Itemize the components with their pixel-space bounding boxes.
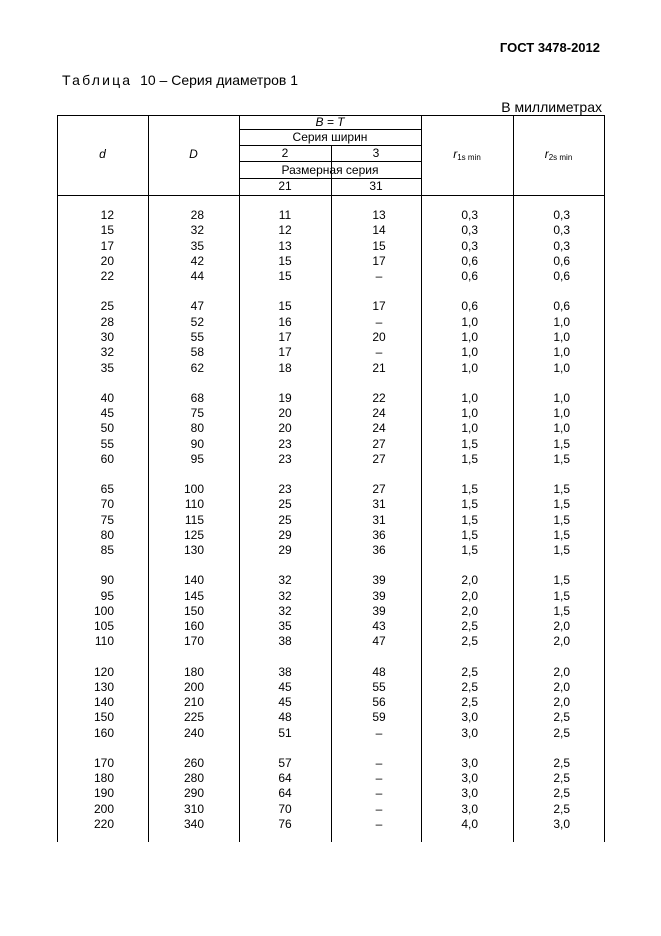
header-r2s-min — [513, 148, 604, 164]
cell-r1: 0,3 — [461, 208, 478, 222]
cell-ws3: – — [375, 786, 383, 801]
cell-ws2: 76 — [278, 817, 292, 831]
cell-r2: 1,0 — [553, 329, 570, 344]
cell-ws2: 70 — [278, 801, 292, 816]
cell-ws2: 17 — [278, 345, 292, 360]
cell-r2: 2,0 — [553, 695, 570, 710]
cell-D: 280 — [183, 771, 204, 786]
cell-d: 55 — [100, 436, 114, 451]
cell-D: 110 — [184, 497, 204, 512]
cell-D: 80 — [190, 421, 204, 436]
cell-ws3: – — [375, 345, 383, 360]
caption-dash: – — [159, 72, 168, 88]
cell-D: 125 — [183, 527, 204, 542]
cell-ws2: 25 — [278, 497, 292, 512]
cell-d: 45 — [100, 405, 114, 420]
cell-ws3: 20 — [372, 329, 386, 344]
cell-d: 130 — [93, 679, 114, 694]
cell-ws3: – — [375, 725, 383, 740]
cell-r1: 0,3 — [461, 238, 478, 253]
cell-D: 28 — [190, 208, 204, 222]
cell-d: 170 — [93, 755, 114, 770]
cell-d: 85 — [100, 543, 114, 558]
r1-symbol: r — [453, 147, 458, 161]
cell-ws2: 64 — [278, 786, 292, 801]
cell-ws3: 36 — [372, 527, 386, 542]
cell-d: 75 — [100, 512, 114, 527]
cell-D: 160 — [183, 619, 204, 634]
cell-r2: 0,3 — [553, 223, 570, 238]
cell-r2: 1,0 — [553, 360, 570, 375]
cell-r1: 0,3 — [461, 223, 478, 238]
header-dimensional-series-31: 31 — [369, 179, 383, 193]
header-line-ds — [239, 178, 421, 179]
cell-d: 190 — [93, 786, 114, 801]
cell-ws2: 18 — [278, 360, 292, 375]
cell-ws2: 23 — [278, 481, 292, 496]
cell-D: 55 — [190, 329, 204, 344]
cell-d: 28 — [100, 314, 114, 329]
header-D: D — [189, 147, 198, 161]
cell-r2: 1,0 — [553, 405, 570, 420]
cell-D: 115 — [184, 512, 204, 527]
cell-D: 95 — [190, 451, 204, 466]
cell-r1: 2,5 — [461, 679, 478, 694]
cell-D: 75 — [190, 405, 204, 420]
cell-ws3: 55 — [372, 679, 386, 694]
cell-D: 68 — [190, 390, 204, 405]
cell-ws2: 25 — [278, 512, 292, 527]
cell-r1: 1,0 — [461, 405, 478, 420]
cell-ws2: 32 — [278, 573, 292, 588]
cell-r1: 2,0 — [461, 573, 478, 588]
cell-r1: 0,6 — [461, 299, 478, 314]
cell-d: 12 — [100, 208, 114, 222]
cell-D: 210 — [183, 695, 204, 710]
cell-r2: 2,0 — [553, 664, 570, 679]
cell-r2: 1,5 — [553, 497, 570, 512]
cell-D: 310 — [183, 801, 204, 816]
cell-ws3: 31 — [372, 512, 386, 527]
cell-r2: 1,5 — [553, 481, 570, 496]
cell-r1: 3,0 — [461, 755, 478, 770]
cell-D: 200 — [183, 679, 204, 694]
cell-D: 32 — [190, 223, 204, 238]
cell-ws2: 15 — [278, 269, 292, 284]
cell-r1: 2,5 — [461, 619, 478, 634]
cell-ws2: 23 — [278, 436, 292, 451]
cell-ws3: – — [375, 801, 383, 816]
cell-ws3: – — [375, 314, 383, 329]
cell-r1: 1,0 — [461, 314, 478, 329]
cell-ws2: 35 — [278, 619, 292, 634]
cell-ws2: 15 — [278, 299, 292, 314]
cell-r2: 1,5 — [553, 573, 570, 588]
cell-r2: 1,5 — [553, 527, 570, 542]
cell-D: 52 — [190, 314, 204, 329]
header-line-ws — [239, 161, 421, 162]
cell-r2: 1,5 — [553, 436, 570, 451]
cell-ws2: 57 — [278, 755, 292, 770]
cell-ws2: 32 — [278, 588, 292, 603]
cell-d: 105 — [93, 619, 114, 634]
cell-d: 200 — [93, 801, 114, 816]
cell-ws3: 47 — [372, 634, 386, 649]
cell-ws2: 11 — [278, 208, 292, 222]
cell-D: 225 — [183, 710, 204, 725]
cell-d: 140 — [93, 695, 114, 710]
cell-ws3: 39 — [372, 603, 386, 618]
cell-ws3: 24 — [372, 421, 386, 436]
cell-r1: 1,5 — [461, 481, 478, 496]
cell-ws3: 27 — [372, 436, 386, 451]
table-caption — [62, 72, 298, 88]
cell-r2: 2,5 — [553, 710, 570, 725]
cell-r2: 1,5 — [553, 543, 570, 558]
cell-ws2: 51 — [278, 725, 292, 740]
cell-ws3: 59 — [372, 710, 386, 725]
cell-ws3: – — [375, 817, 383, 831]
cell-ws3: – — [375, 755, 383, 770]
cell-ws2: 45 — [278, 679, 292, 694]
cell-r2: 1,5 — [553, 512, 570, 527]
cell-d: 80 — [100, 527, 114, 542]
cell-ws2: 19 — [278, 390, 292, 405]
header-width-series: Серия ширин — [292, 130, 368, 144]
cell-r1: 3,0 — [461, 801, 478, 816]
cell-ws2: 32 — [278, 603, 292, 618]
cell-r1: 0,6 — [461, 269, 478, 284]
cell-r2: 2,0 — [553, 619, 570, 634]
cell-r1: 3,0 — [461, 710, 478, 725]
cell-D: 150 — [183, 603, 204, 618]
cell-d: 60 — [100, 451, 114, 466]
cell-ws3: 13 — [372, 208, 386, 222]
cell-r1: 1,0 — [461, 421, 478, 436]
cell-ws3: – — [375, 269, 383, 284]
cell-r1: 3,0 — [461, 725, 478, 740]
cell-r1: 1,0 — [461, 329, 478, 344]
cell-D: 180 — [183, 664, 204, 679]
cell-D: 58 — [190, 345, 204, 360]
cell-D: 170 — [183, 634, 204, 649]
header-dimensional-series-21: 21 — [278, 179, 292, 193]
cell-r2: 1,5 — [553, 588, 570, 603]
cell-D: 240 — [183, 725, 204, 740]
cell-ws3: 31 — [372, 497, 386, 512]
cell-ws2: 20 — [278, 405, 292, 420]
header-bottom-border — [57, 195, 604, 196]
cell-r2: 2,5 — [553, 801, 570, 816]
cell-r2: 0,3 — [553, 238, 570, 253]
cell-D: 100 — [183, 481, 204, 496]
cell-ws3: 27 — [372, 481, 386, 496]
r2-symbol: r — [544, 147, 549, 161]
cell-ws2: 13 — [278, 238, 292, 253]
cell-d: 70 — [100, 497, 114, 512]
cell-ws3: 48 — [372, 664, 386, 679]
cell-r2: 0,3 — [553, 208, 570, 222]
caption-label: Таблица — [62, 72, 133, 88]
cell-d: 17 — [100, 238, 114, 253]
cell-ws3: 22 — [372, 390, 386, 405]
cell-r1: 1,5 — [461, 497, 478, 512]
cell-D: 47 — [190, 299, 204, 314]
cell-d: 35 — [100, 360, 114, 375]
cell-r1: 1,0 — [461, 360, 478, 375]
cell-D: 130 — [183, 543, 204, 558]
cell-r2: 2,0 — [553, 634, 570, 649]
cell-D: 340 — [183, 817, 204, 831]
cell-r2: 2,0 — [553, 679, 570, 694]
cell-r2: 2,5 — [553, 725, 570, 740]
cell-ws3: 39 — [372, 573, 386, 588]
cell-ws2: 23 — [278, 451, 292, 466]
cell-r2: 1,0 — [553, 421, 570, 436]
cell-d: 220 — [93, 817, 114, 831]
cell-r1: 1,0 — [461, 390, 478, 405]
cell-r1: 2,5 — [461, 634, 478, 649]
cell-r1: 3,0 — [461, 786, 478, 801]
cell-d: 65 — [100, 481, 114, 496]
cell-d: 160 — [93, 725, 114, 740]
cell-d: 95 — [100, 588, 114, 603]
cell-r1: 2,5 — [461, 664, 478, 679]
cell-ws2: 64 — [278, 771, 292, 786]
cell-d: 20 — [100, 253, 114, 268]
cell-d: 150 — [93, 710, 114, 725]
cell-r2: 0,6 — [553, 299, 570, 314]
caption-text: Серия диаметров 1 — [171, 72, 299, 88]
cell-ws3: 15 — [372, 238, 386, 253]
cell-r1: 2,0 — [461, 588, 478, 603]
cell-ws2: 15 — [278, 253, 292, 268]
standard-number: ГОСТ 3478-2012 — [499, 40, 600, 55]
cell-d: 40 — [100, 390, 114, 405]
cell-r2: 2,5 — [553, 771, 570, 786]
cell-D: 42 — [190, 253, 204, 268]
cell-r2: 0,6 — [553, 253, 570, 268]
header-dimensional-series: Размерная серия — [281, 163, 379, 177]
units-note: В миллиметрах — [501, 99, 602, 115]
cell-D: 44 — [190, 269, 204, 284]
cell-ws2: 29 — [278, 543, 292, 558]
cell-r1: 1,5 — [461, 512, 478, 527]
cell-ws3: 39 — [372, 588, 386, 603]
cell-ws2: 45 — [278, 695, 292, 710]
cell-r1: 3,0 — [461, 771, 478, 786]
cell-r2: 2,5 — [553, 755, 570, 770]
cell-ws3: 36 — [372, 543, 386, 558]
cell-d: 180 — [93, 771, 114, 786]
cell-r2: 1,0 — [553, 314, 570, 329]
cell-ws3: 24 — [372, 405, 386, 420]
cell-d: 15 — [100, 223, 114, 238]
cell-ws2: 20 — [278, 421, 292, 436]
cell-r1: 1,5 — [461, 436, 478, 451]
cell-ws2: 29 — [278, 527, 292, 542]
cell-D: 35 — [190, 238, 204, 253]
cell-d: 30 — [100, 329, 114, 344]
cell-d: 50 — [100, 421, 114, 436]
cell-ws3: – — [375, 771, 383, 786]
header-line-series — [239, 145, 421, 146]
cell-ws2: 17 — [278, 329, 292, 344]
header-r1s-min — [421, 148, 513, 164]
col-border-6 — [604, 115, 605, 842]
cell-ws3: 21 — [372, 360, 386, 375]
cell-D: 140 — [183, 573, 204, 588]
cell-r2: 1,0 — [553, 345, 570, 360]
cell-d: 25 — [100, 299, 114, 314]
cell-ws3: 56 — [372, 695, 386, 710]
cell-ws2: 12 — [278, 223, 292, 238]
cell-r2: 2,5 — [553, 786, 570, 801]
cell-d: 100 — [93, 603, 114, 618]
cell-r2: 1,5 — [553, 451, 570, 466]
cell-r1: 1,0 — [461, 345, 478, 360]
cell-r1: 2,0 — [461, 603, 478, 618]
cell-r1: 2,5 — [461, 695, 478, 710]
cell-r2: 1,5 — [553, 603, 570, 618]
header-width-series-3: 3 — [372, 146, 380, 160]
r1-subscript: 1s min — [457, 153, 481, 162]
cell-r2: 0,6 — [553, 269, 570, 284]
cell-d: 90 — [100, 573, 114, 588]
cell-ws3: 43 — [372, 619, 386, 634]
cell-D: 145 — [183, 588, 204, 603]
cell-d: 110 — [94, 634, 114, 649]
cell-D: 62 — [190, 360, 204, 375]
cell-r1: 1,5 — [461, 451, 478, 466]
cell-ws2: 48 — [278, 710, 292, 725]
cell-D: 90 — [190, 436, 204, 451]
cell-ws2: 38 — [278, 664, 292, 679]
cell-ws2: 16 — [278, 314, 292, 329]
cell-ws3: 17 — [372, 253, 386, 268]
header-d: d — [99, 147, 106, 161]
cell-r1: 0,6 — [461, 253, 478, 268]
caption-number: 10 — [140, 72, 156, 88]
cell-ws3: 14 — [372, 223, 386, 238]
cell-r1: 1,5 — [461, 527, 478, 542]
cell-d: 22 — [100, 269, 114, 284]
r2-subscript: 2s min — [548, 153, 573, 162]
header-b-equals-t: B = T — [315, 115, 345, 129]
cell-ws2: 38 — [278, 634, 292, 649]
cell-r2: 3,0 — [553, 817, 570, 831]
cell-D: 290 — [183, 786, 204, 801]
cell-d: 120 — [93, 664, 114, 679]
cell-r1: 4,0 — [461, 817, 478, 831]
cell-d: 32 — [100, 345, 114, 360]
header-width-series-2: 2 — [281, 146, 289, 160]
cell-ws3: 17 — [372, 299, 386, 314]
cell-D: 260 — [183, 755, 204, 770]
cell-r1: 1,5 — [461, 543, 478, 558]
cell-ws3: 27 — [372, 451, 386, 466]
cell-r2: 1,0 — [553, 390, 570, 405]
